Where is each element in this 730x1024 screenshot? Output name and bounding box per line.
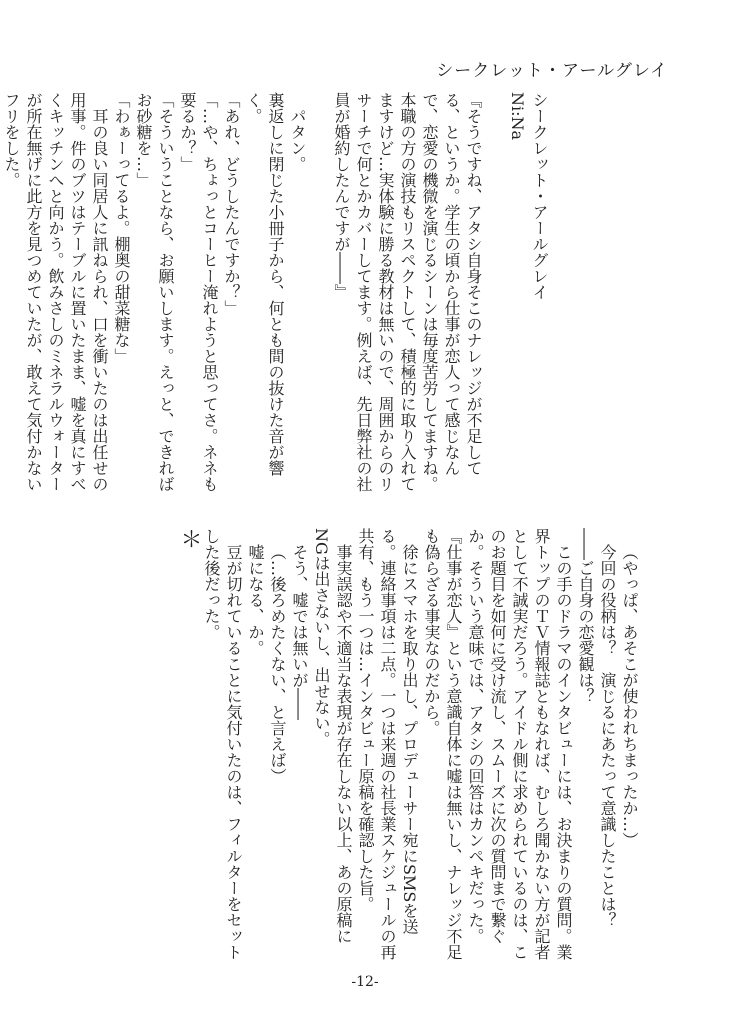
paragraph: 嘘になる、か。 bbox=[246, 544, 265, 656]
paragraph: （…後ろめたくない、と言えば） bbox=[268, 544, 287, 784]
running-header: シークレット・アールグレイ bbox=[436, 61, 668, 81]
lower-text-section bbox=[70, 528, 640, 966]
paragraph: 耳の良い同居人に訊ねられ、口を衝いたのは出任せの用事。件のブツはテーブルに置いたまま、嘘を真にすべくキッチンへと向かう。飲みさしのミネラルウォーターが所在無げに此方を見つめていたが、敢えて気付かないフリをした。 bbox=[2, 92, 109, 492]
paragraph: 事実誤認や不適当な表現が存在しない以上、あの原稿にNGは出さないし、出せない。 bbox=[312, 528, 353, 944]
dialogue: 「あれ、どうしたんですか？」 bbox=[222, 92, 241, 316]
paragraph: パタン。 bbox=[288, 108, 307, 172]
column-gap bbox=[484, 92, 506, 492]
paragraph: そう、嘘では無いが―― bbox=[290, 544, 309, 720]
paragraph: 『そうですね、アタシ自身そこのナレッジが不足してる、というか。学生の頃から仕事が恋人って感じなんで、恋愛の機微を演じるシーンは毎度苦労してますね。本職の方の演技もリスペクトして、積極的に取り入れてますけど…実体験に勝る教材は無いので、周囲からのリサーチで何とかカバーしてます。例えば、先日弊社の社員が婚約したんですが――』 bbox=[332, 92, 483, 492]
section-separator: ＊ bbox=[177, 528, 202, 550]
story-title: シークレット・アールグレイ bbox=[530, 92, 549, 300]
paragraph: 今回の役柄は？ 演じるにあたって意識したことは？ ――ご自身の恋愛観は？ bbox=[576, 528, 617, 944]
upper-text-section bbox=[2, 92, 550, 492]
paragraph: （やっぱ、あそこが使われちまったか…） bbox=[620, 544, 639, 848]
dialogue: 「…や、ちょっとコーヒー淹れようと思ってさ。ネネも要るか？」 bbox=[178, 92, 219, 492]
column-gap bbox=[308, 92, 330, 492]
paragraph: この手のドラマのインタビューには、お決まりの質問。業界トップのＴＶ情報誌ともなれば、むしろ聞かない方が記者として不誠実だろう。アイドル側に求められているのは、このお題目を如何に受け流し、スムーズに次の質問まで繋ぐか。そういう意味では、アタシの回答はカンペキだった。『仕事が恋人』という意識自体に嘘は無いし、ナレッジ不足も偽らざる事実なのだから。 bbox=[422, 528, 573, 960]
dialogue: 「そういうことなら、お願いします。えっと、できればお砂糖を…」 bbox=[134, 92, 175, 492]
paragraph: 徐にスマホを取り出し、プロデューサー宛にSMSを送る。連絡事項は二点。一つは来週の社長業スケジュールの再共有、もう一つは…インタビュー原稿を確認した旨。 bbox=[356, 528, 419, 960]
page-number: -12- bbox=[351, 974, 379, 990]
author-name: Ni:Na bbox=[508, 92, 527, 141]
paragraph: 裏返しに閉じた小冊子から、何とも間の抜けた音が響く。 bbox=[244, 92, 285, 476]
paragraph: 豆が切れていることに気付いたのは、フィルターをセットした後だった。 bbox=[202, 528, 243, 960]
dialogue: 「わぁーってるよ。棚奥の甜菜糖な」 bbox=[112, 92, 131, 364]
